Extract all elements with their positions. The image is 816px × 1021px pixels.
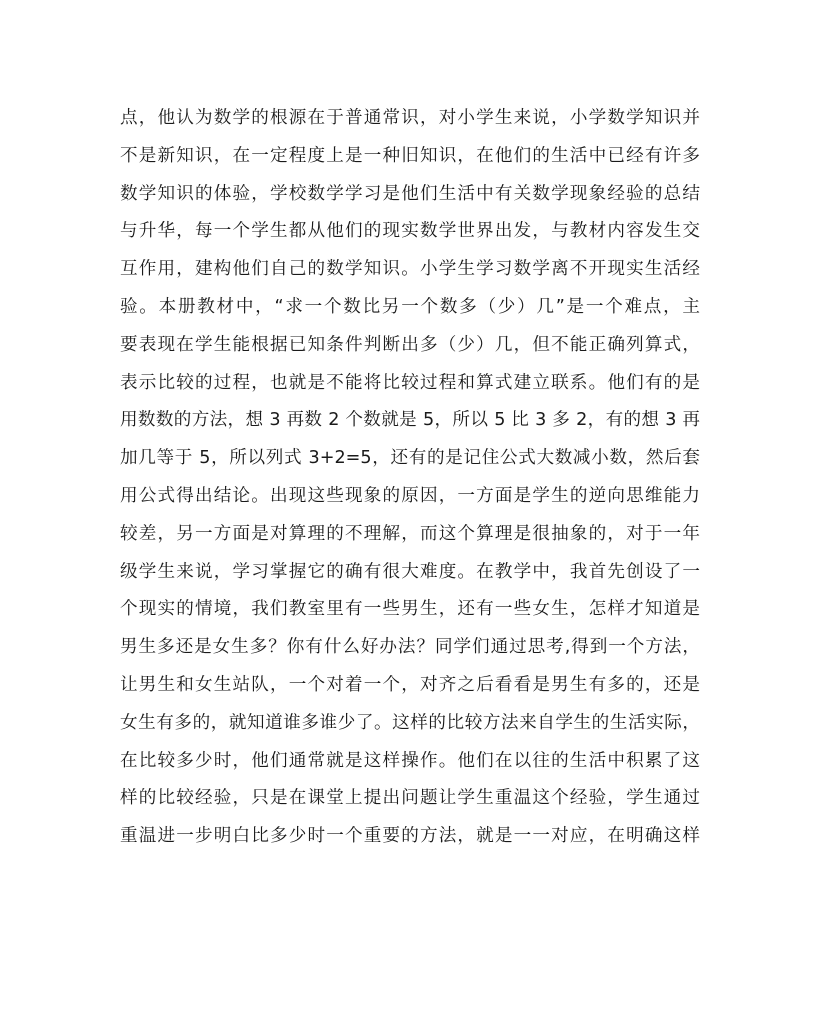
body-text bbox=[120, 100, 700, 856]
text-line: 表示比较的过程，也就是不能将比较过程和算式建立联系。他们有的是 bbox=[120, 372, 700, 393]
text-line: 男生多还是女生多？你有什么好办法？同学们通过思考,得到一个方法， bbox=[120, 637, 700, 658]
text-line: 不是新知识，在一定程度上是一种旧知识，在他们的生活中已经有许多 bbox=[120, 145, 700, 166]
text-line: 女生有多的，就知道谁多谁少了。这样的比较方法来自学生的生活实际， bbox=[120, 712, 700, 733]
text-line: 重温进一步明白比多少时一个重要的方法，就是一一对应，在明确这样 bbox=[120, 826, 700, 847]
text-line: 用公式得出结论。出现这些现象的原因，一方面是学生的逆向思维能力 bbox=[120, 485, 700, 506]
text-line: 个现实的情境，我们教室里有一些男生，还有一些女生，怎样才知道是 bbox=[120, 599, 700, 620]
text-line: 点，他认为数学的根源在于普通常识，对小学生来说，小学数学知识并 bbox=[120, 108, 700, 128]
text-line: 与升华，每一个学生都从他们的现实数学世界出发，与教材内容发生交 bbox=[120, 221, 700, 242]
text-line: 样的比较经验，只是在课堂上提出问题让学生重温这个经验，学生通过 bbox=[120, 788, 700, 809]
text-line: 验。本册教材中，“求一个数比另一个数多（少）几”是一个难点，主 bbox=[120, 296, 700, 317]
text-line: 数学知识的体验，学校数学学习是他们生活中有关数学现象经验的总结 bbox=[120, 183, 700, 204]
text-line: 加几等于 5，所以列式 3+2=5，还有的是记住公式大数减小数，然后套 bbox=[120, 448, 700, 469]
text-line: 较差，另一方面是对算理的不理解，而这个算理是很抽象的，对于一年 bbox=[120, 523, 700, 544]
text-line: 级学生来说，学习掌握它的确有很大难度。在教学中，我首先创设了一 bbox=[120, 561, 700, 582]
text-line: 让男生和女生站队，一个对着一个，对齐之后看看是男生有多的，还是 bbox=[120, 674, 700, 695]
text-line: 要表现在学生能根据已知条件判断出多（少）几，但不能正确列算式， bbox=[120, 334, 700, 355]
text-line: 在比较多少时，他们通常就是这样操作。他们在以往的生活中积累了这 bbox=[120, 750, 700, 771]
text-line: 用数数的方法，想 3 再数 2 个数就是 5，所以 5 比 3 多 2，有的想 3 再 bbox=[120, 410, 700, 431]
text-line: 互作用，建构他们自己的数学知识。小学生学习数学离不开现实生活经 bbox=[120, 259, 700, 280]
